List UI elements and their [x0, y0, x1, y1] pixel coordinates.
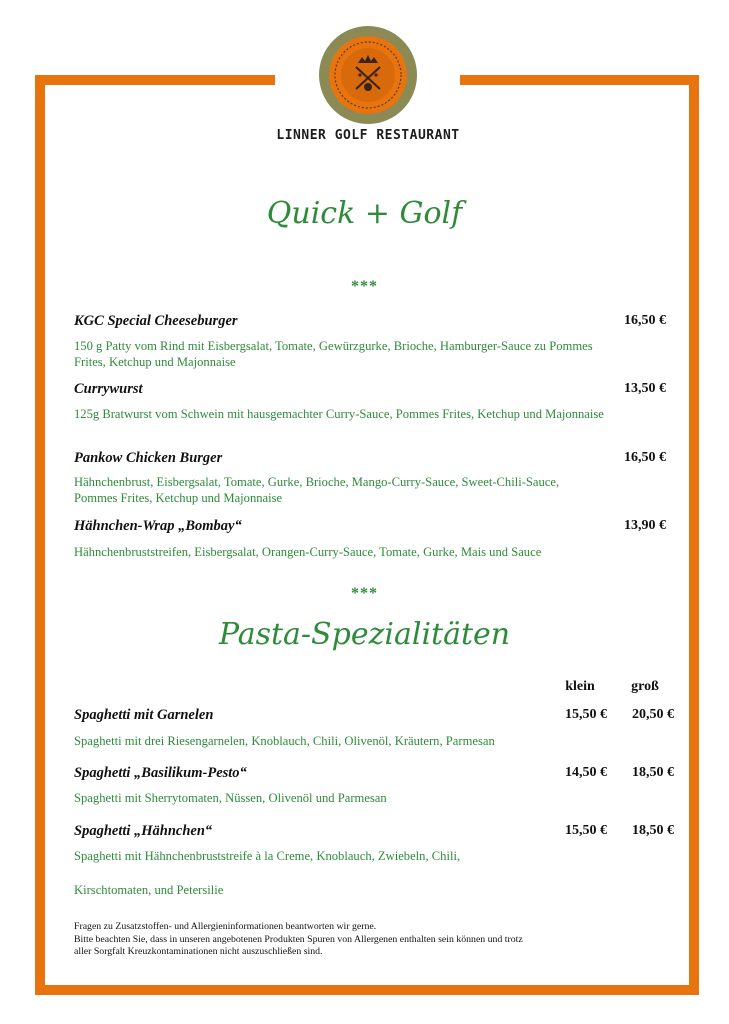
allergen-note-line: aller Sorgfalt Kreuzkontaminationen nicht auszuschließen sind.: [74, 946, 323, 957]
menu-item-name: Hähnchen-Wrap „Bombay“: [74, 518, 242, 534]
menu-item-name: Spaghetti „Hähnchen“: [74, 823, 213, 839]
frame-top-right-border: [460, 75, 699, 85]
menu-item-description: Hähnchenbrust, Eisbergsalat, Tomate, Gurke, Brioche, Mango-Curry-Sauce, Sweet-Chili-Sauce, Pommes Frites, Ketchup und Majonnaise: [74, 475, 560, 505]
menu-item-description: Spaghetti mit Sherrytomaten, Nüssen, Olivenöl und Parmesan: [74, 791, 387, 805]
menu-item-price-large: 18,50 €: [632, 765, 674, 780]
section-divider: ***: [351, 585, 378, 602]
allergen-note: [74, 921, 634, 959]
menu-item-name: Spaghetti „Basilikum-Pesto“: [74, 765, 247, 781]
column-header-large: groß: [631, 679, 659, 694]
menu-item-name: Spaghetti mit Garnelen: [74, 707, 214, 723]
menu-item-name: Pankow Chicken Burger: [74, 450, 223, 466]
golf-logo-icon: [318, 25, 418, 125]
allergen-note-line: Fragen zu Zusatzstoffen- und Allergieninformationen beantworten wir gerne.: [74, 921, 377, 932]
menu-item-description: Spaghetti mit Hähnchenbruststreife à la Creme, Knoblauch, Zwiebeln, Chili,: [74, 849, 461, 863]
menu-item-price-large: 20,50 €: [632, 707, 674, 722]
menu-item-price-small: 14,50 €: [565, 765, 607, 780]
menu-item-price: 13,90 €: [624, 518, 666, 533]
allergen-note-line: Bitte beachten Sie, dass in unseren angebotenen Produkten Spuren von Allergenen enthalten sein können und trotz: [74, 933, 523, 945]
frame-bottom-border: [35, 985, 699, 995]
menu-item-description: 125g Bratwurst vom Schwein mit hausgemachter Curry-Sauce, Pommes Frites, Ketchup und Majonnaise: [74, 407, 604, 421]
menu-item-name: Currywurst: [74, 381, 143, 397]
section-divider: ***: [351, 278, 378, 295]
section-title-pasta: Pasta-Spezialitäten: [218, 617, 511, 652]
menu-item-price: 13,50 €: [624, 381, 666, 396]
menu-item-price-large: 18,50 €: [632, 823, 674, 838]
restaurant-name: LINNER GOLF RESTAURANT: [276, 128, 460, 143]
menu-item-price-small: 15,50 €: [565, 707, 607, 722]
menu-item-price: 16,50 €: [624, 450, 666, 465]
menu-item-description: Hähnchenbruststreifen, Eisbergsalat, Orangen-Curry-Sauce, Tomate, Gurke, Mais und Sauce: [74, 545, 542, 559]
section-title-quick-golf: Quick + Golf: [266, 196, 463, 231]
frame-top-left-border: [35, 75, 275, 85]
menu-item-price: 16,50 €: [624, 313, 666, 328]
menu-item-description-continued: Kirschtomaten, und Petersilie: [74, 883, 224, 897]
menu-item-price-small: 15,50 €: [565, 823, 607, 838]
column-header-small: klein: [565, 679, 595, 694]
menu-item-description: Spaghetti mit drei Riesengarnelen, Knoblauch, Chili, Olivenöl, Kräutern, Parmesan: [74, 734, 495, 748]
menu-item-description: 150 g Patty vom Rind mit Eisbergsalat, Tomate, Gewürzgurke, Brioche, Hamburger-Sauce zu Pommes Frites, Ketchup und Majonnaise: [74, 339, 593, 369]
menu-item-name: KGC Special Cheeseburger: [74, 313, 238, 329]
